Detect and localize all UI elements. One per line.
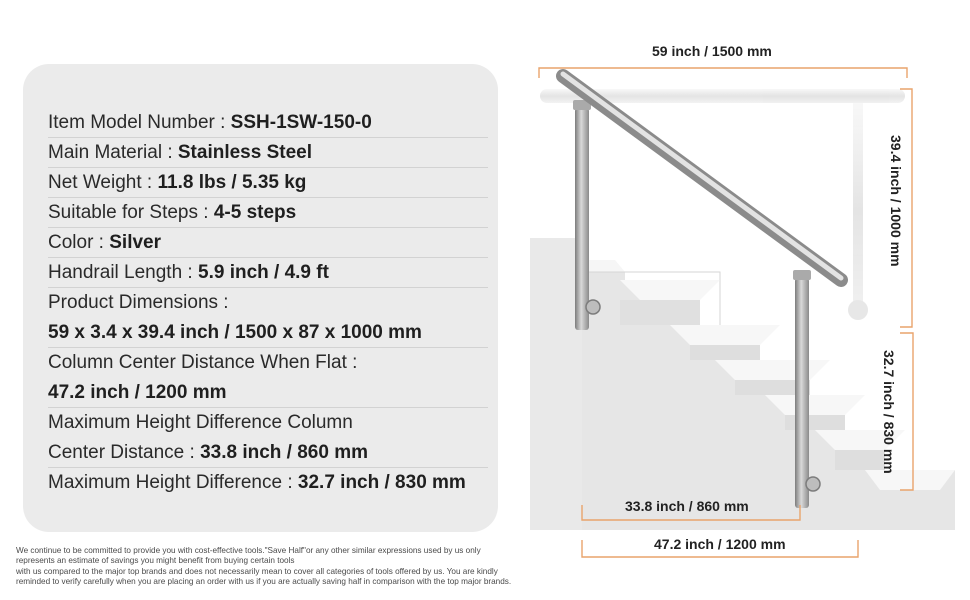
spec-label: Color :	[48, 232, 110, 253]
spec-value: 47.2 inch / 1200 mm	[48, 382, 227, 403]
dimension-flat-distance: 47.2 inch / 1200 mm	[654, 536, 786, 552]
dimension-height-difference: 32.7 inch / 830 mm	[881, 350, 897, 474]
spec-value: 11.8 lbs / 5.35 kg	[157, 172, 307, 193]
disclaimer-line: represents an estimate of savings you might benefit from buying certain tools	[16, 556, 295, 566]
spec-value: 5.9 inch / 4.9 ft	[198, 262, 329, 283]
spec-value: Silver	[109, 232, 162, 253]
disclaimer-line: We continue to be committed to provide you with cost-effective tools."Save Half"or any other similar expressions used by us only	[16, 546, 481, 555]
spec-label: Maximum Height Difference :	[48, 472, 298, 493]
dimension-total-height: 39.4 inch / 1000 mm	[888, 135, 904, 267]
spec-label: Maximum Height Difference Column	[48, 412, 353, 433]
spec-label: Column Center Distance When Flat :	[48, 352, 358, 373]
spec-value: 59 x 3.4 x 39.4 inch / 1500 x 87 x 1000 mm	[48, 322, 422, 343]
spec-label: Center Distance :	[48, 442, 201, 463]
spec-value: 4-5 steps	[213, 202, 297, 223]
spec-value: Stainless Steel	[177, 142, 312, 163]
spec-value: 33.8 inch / 860 mm	[200, 442, 368, 463]
spec-value: 32.7 inch / 830 mm	[297, 472, 466, 493]
disclaimer-text	[16, 546, 576, 588]
spec-label: Item Model Number :	[48, 112, 231, 133]
spec-label: Main Material :	[48, 142, 178, 163]
dimension-top-width: 59 inch / 1500 mm	[652, 43, 772, 59]
disclaimer-line: with us compared to the major top brands and does not necessarily mean to cover all categories of tools offered by us. You are kindly	[16, 566, 498, 576]
spec-value: SSH-1SW-150-0	[230, 112, 372, 133]
spec-label: Net Weight :	[48, 172, 158, 193]
disclaimer-line: reminded to verify carefully when you are placing an order with us if you are actually saving half in comparison with the top major brands.	[16, 577, 512, 587]
dimension-column-distance: 33.8 inch / 860 mm	[625, 498, 749, 514]
spec-label: Handrail Length :	[48, 262, 198, 283]
handrail-sloped	[563, 74, 841, 280]
spec-label: Suitable for Steps :	[48, 202, 214, 223]
spec-label: Product Dimensions :	[48, 292, 229, 313]
